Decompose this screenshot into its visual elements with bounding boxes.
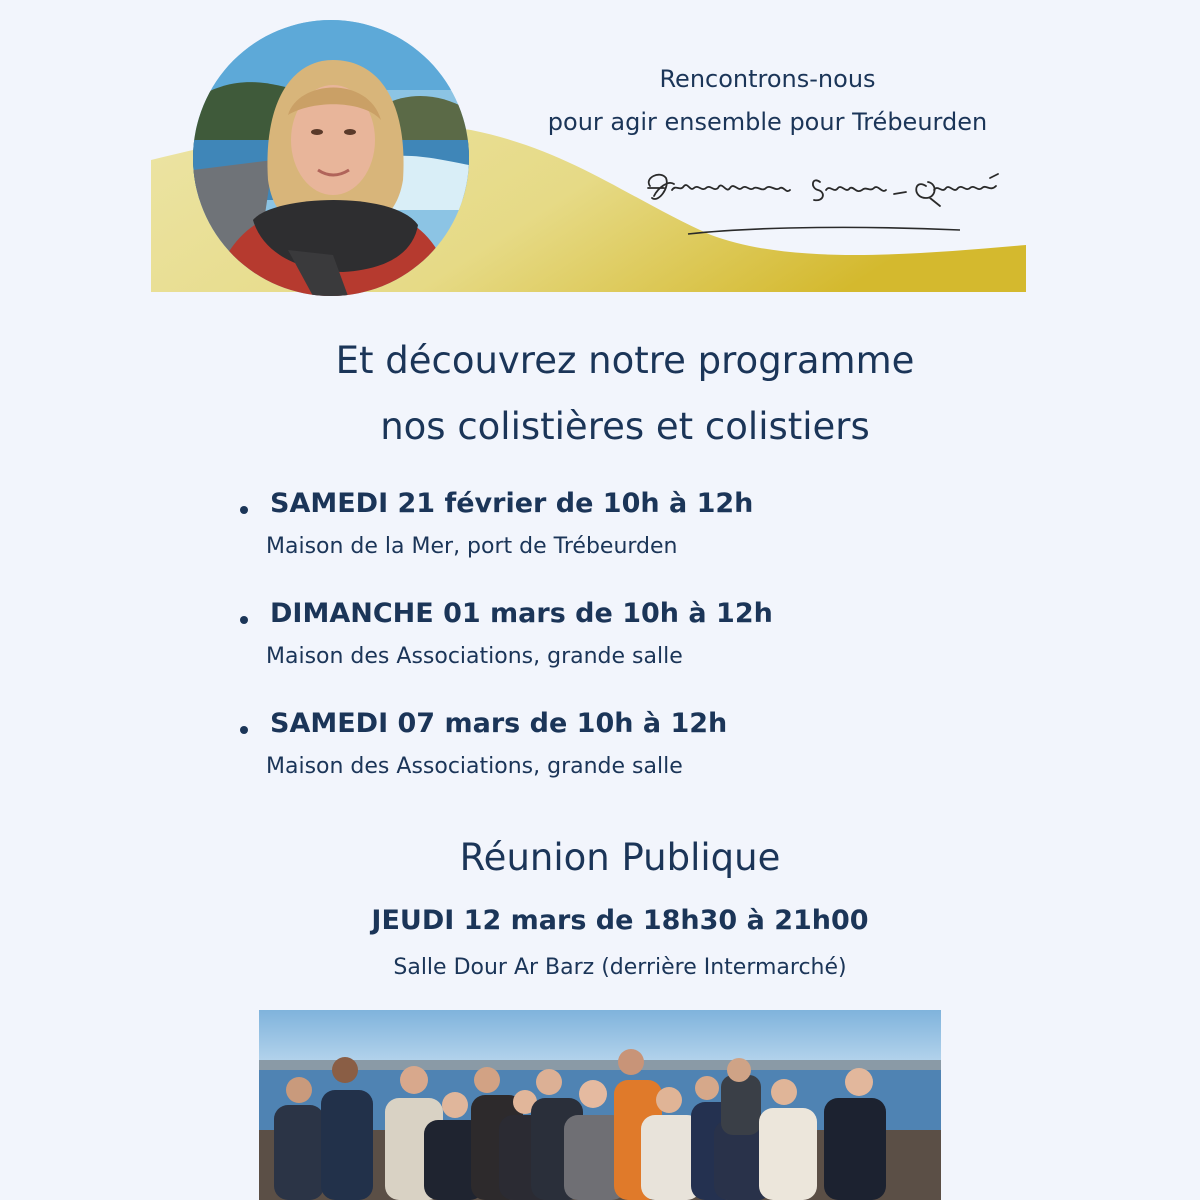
meeting-place: Maison de la Mer, port de Trébeurden (266, 534, 678, 559)
list-item (240, 708, 940, 818)
public-meeting-date: JEUDI 12 mars de 18h30 à 21h00 (371, 905, 869, 936)
bullet-icon (240, 726, 248, 734)
intro-line-1: Et découvrez notre programme (335, 339, 915, 382)
meeting-date: SAMEDI 21 février de 10h à 12h (270, 488, 754, 519)
header-tagline (500, 58, 1035, 144)
list-item (240, 598, 940, 708)
group-photo (259, 1010, 941, 1200)
list-item (240, 488, 940, 598)
bullet-icon (240, 506, 248, 514)
bullet-icon (240, 616, 248, 624)
meeting-place: Maison des Associations, grande salle (266, 754, 683, 779)
tagline-line-1: Rencontrons-nous (659, 65, 876, 93)
public-meeting-place: Salle Dour Ar Barz (derrière Intermarché) (393, 955, 847, 980)
intro-heading (200, 328, 1050, 460)
intro-line-2: nos colistières et colistiers (380, 405, 870, 448)
candidate-portrait (193, 20, 469, 296)
meeting-date: SAMEDI 07 mars de 10h à 12h (270, 708, 728, 739)
meeting-date: DIMANCHE 01 mars de 10h à 12h (270, 598, 773, 629)
public-meeting-title: Réunion Publique (459, 836, 781, 879)
tagline-line-2: pour agir ensemble pour Trébeurden (547, 108, 988, 136)
meeting-list (240, 488, 940, 818)
handwritten-signature (630, 158, 1030, 240)
meeting-place: Maison des Associations, grande salle (266, 644, 683, 669)
